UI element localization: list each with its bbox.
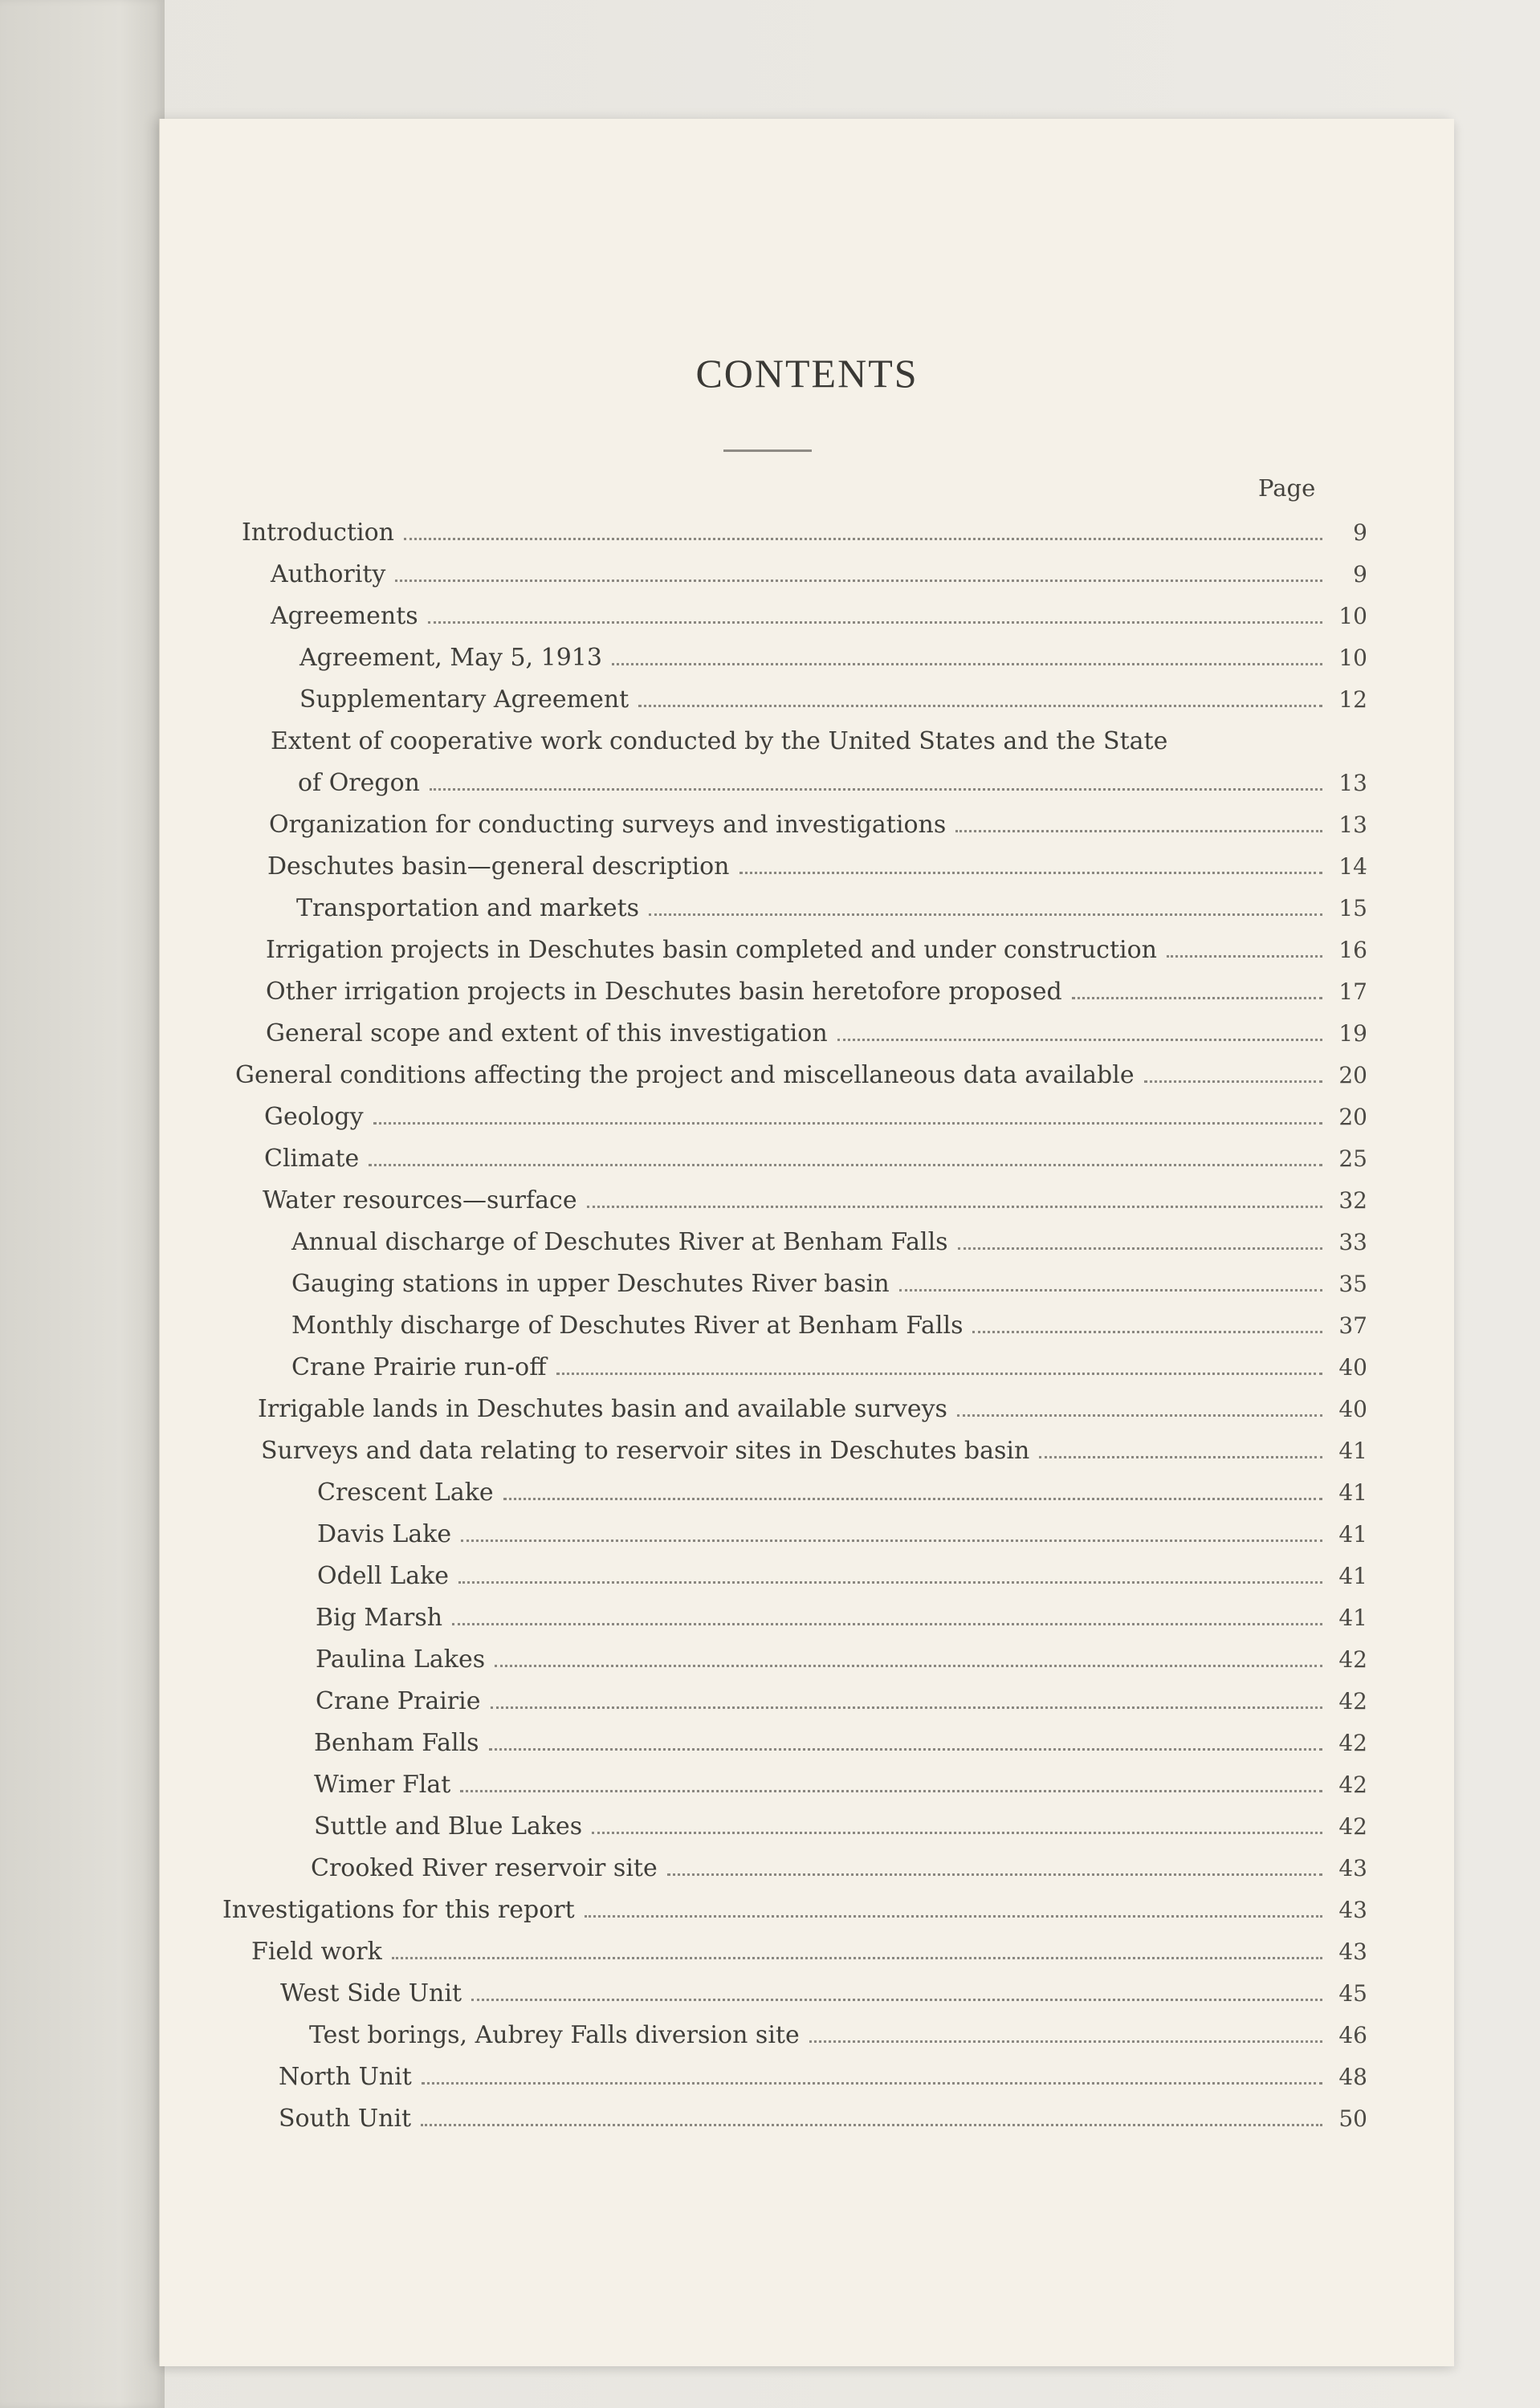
toc-entry-label: Water resources—surface <box>263 1186 577 1214</box>
dot-leader <box>957 1414 1322 1417</box>
toc-entry-label: Extent of cooperative work conducted by the United States and the State <box>271 727 1168 755</box>
toc-entry-page: 41 <box>1338 1563 1367 1589</box>
toc-entry-label: General scope and extent of this investigation <box>266 1019 828 1047</box>
dot-leader <box>585 1915 1322 1918</box>
toc-entry <box>251 1938 1367 1966</box>
toc-entry-label: Paulina Lakes <box>316 1645 486 1674</box>
dot-leader <box>404 538 1322 540</box>
toc-entry-label: Deschutes basin—general description <box>267 852 730 881</box>
toc-entry <box>258 1395 1367 1423</box>
toc-entry <box>314 1812 1367 1841</box>
toc-entry <box>279 2105 1367 2133</box>
toc-entry-label: South Unit <box>279 2105 412 2133</box>
toc-entry-page: 40 <box>1338 1354 1367 1381</box>
toc-entry-page: 20 <box>1338 1104 1367 1130</box>
toc-entry-label: Gauging stations in upper Deschutes River basin <box>291 1270 890 1298</box>
dot-leader <box>471 1999 1322 2001</box>
toc-entry <box>314 1729 1367 1757</box>
toc-entry-page: 19 <box>1338 1020 1367 1047</box>
toc-entry-page: 42 <box>1338 1771 1367 1798</box>
toc-entry-label: North Unit <box>279 2063 412 2091</box>
toc-entry <box>317 1479 1367 1507</box>
dot-leader <box>809 2040 1322 2043</box>
toc-entry-label: Transportation and markets <box>296 894 640 922</box>
toc-entry-page: 43 <box>1338 1938 1367 1965</box>
toc-entry-label: Other irrigation projects in Deschutes basin heretofore proposed <box>266 978 1062 1006</box>
toc-entry-label: Organization for conducting surveys and investigations <box>269 811 947 839</box>
toc-entry <box>296 894 1367 922</box>
toc-entry-label: Investigations for this report <box>222 1896 575 1924</box>
toc-entry <box>291 1270 1367 1298</box>
toc-entry-label: Supplementary Agreement <box>299 685 629 714</box>
dot-leader <box>369 1164 1322 1166</box>
toc-entry <box>266 1019 1367 1047</box>
toc-entry-page: 14 <box>1338 853 1367 880</box>
toc-entry-page: 10 <box>1338 603 1367 629</box>
toc-entry-page: 10 <box>1338 645 1367 671</box>
toc-entry-label: Wimer Flat <box>314 1771 451 1799</box>
dot-leader <box>458 1581 1322 1584</box>
dot-leader <box>958 1247 1322 1250</box>
toc-entry-page: 17 <box>1338 978 1367 1005</box>
page-column-header: Page <box>1258 474 1316 502</box>
toc-entry <box>235 1061 1367 1089</box>
dot-leader <box>1167 955 1322 958</box>
toc-entry-label: Monthly discharge of Deschutes River at Benham Falls <box>291 1312 964 1340</box>
dot-leader <box>739 872 1322 874</box>
toc-entry-page: 43 <box>1338 1897 1367 1923</box>
toc-entry <box>309 2021 1367 2049</box>
dot-leader <box>899 1289 1322 1291</box>
toc-entry-label: Crooked River reservoir site <box>311 1854 658 1882</box>
toc-entry-page: 41 <box>1338 1479 1367 1506</box>
toc-entry <box>291 1312 1367 1340</box>
toc-entry-label: Crane Prairie run-off <box>291 1353 547 1381</box>
toc-entry-page: 20 <box>1338 1062 1367 1088</box>
toc-entry-page: 37 <box>1338 1312 1367 1339</box>
toc-entry <box>271 602 1367 630</box>
toc-entry <box>316 1604 1367 1632</box>
toc-entry-page: 41 <box>1338 1438 1367 1464</box>
dot-leader <box>556 1373 1322 1375</box>
document-page <box>159 119 1454 2366</box>
toc-entry <box>314 1771 1367 1799</box>
toc-entry <box>263 1186 1367 1214</box>
toc-entry-page: 15 <box>1338 895 1367 921</box>
dot-leader <box>1072 997 1322 999</box>
toc-entry <box>317 1520 1367 1548</box>
toc-entry <box>316 1645 1367 1674</box>
toc-entry-page: 13 <box>1338 770 1367 796</box>
dot-leader <box>503 1498 1322 1500</box>
toc-entry-label: Irrigable lands in Deschutes basin and available surveys <box>258 1395 947 1423</box>
toc-entry-page: 42 <box>1338 1688 1367 1714</box>
dot-leader <box>373 1122 1322 1125</box>
toc-entry <box>316 1687 1367 1715</box>
toc-entry-page: 42 <box>1338 1813 1367 1840</box>
dot-leader <box>592 1832 1322 1834</box>
dot-leader <box>392 1957 1322 1959</box>
toc-entry-label: West Side Unit <box>280 1979 462 2007</box>
toc-entry-page: 16 <box>1338 937 1367 963</box>
toc-entry <box>264 1103 1367 1131</box>
toc-entry-label: Geology <box>264 1103 364 1131</box>
toc-entry-label: Crane Prairie <box>316 1687 481 1715</box>
toc-entry <box>291 1353 1367 1381</box>
dot-leader <box>837 1039 1322 1041</box>
toc-entry-page: 42 <box>1338 1730 1367 1756</box>
toc-entry <box>317 1562 1367 1590</box>
toc-entry-label: Test borings, Aubrey Falls diversion site <box>309 2021 800 2049</box>
toc-entry-page: 41 <box>1338 1605 1367 1631</box>
dot-leader <box>495 1665 1322 1667</box>
page-title: CONTENTS <box>695 351 919 396</box>
dot-leader <box>587 1206 1322 1208</box>
toc-entry-label: Authority <box>271 560 386 588</box>
toc-entry-page: 43 <box>1338 1855 1367 1881</box>
toc-entry-label: Crescent Lake <box>317 1479 494 1507</box>
toc-entry-label: General conditions affecting the project and miscellaneous data available <box>235 1061 1135 1089</box>
toc-entry-label: Suttle and Blue Lakes <box>314 1812 583 1841</box>
dot-leader <box>649 913 1322 916</box>
toc-entry <box>299 644 1367 672</box>
toc-entry <box>298 769 1367 797</box>
dot-leader <box>972 1331 1322 1333</box>
dot-leader <box>491 1706 1323 1709</box>
toc-entry-label: Surveys and data relating to reservoir sites in Deschutes basin <box>261 1437 1030 1465</box>
dot-leader <box>430 788 1322 791</box>
dot-leader <box>638 705 1322 707</box>
table-of-contents <box>160 119 1454 2366</box>
toc-entry-page: 32 <box>1338 1187 1367 1214</box>
toc-entry-label: Big Marsh <box>316 1604 443 1632</box>
dot-leader <box>955 830 1322 832</box>
toc-entry-page: 48 <box>1338 2064 1367 2090</box>
dot-leader <box>395 580 1322 582</box>
toc-entry-page: 12 <box>1338 686 1367 713</box>
toc-entry <box>271 727 1204 755</box>
toc-entry-page: 45 <box>1338 1980 1367 2007</box>
toc-entry-label: Irrigation projects in Deschutes basin completed and under construction <box>266 936 1157 964</box>
toc-entry <box>299 685 1367 714</box>
toc-entry <box>279 2063 1367 2091</box>
toc-entry-label: Odell Lake <box>317 1562 450 1590</box>
toc-entry-page: 40 <box>1338 1396 1367 1422</box>
dot-leader <box>1144 1080 1322 1083</box>
toc-entry-page: 35 <box>1338 1271 1367 1297</box>
toc-entry-page: 33 <box>1338 1229 1367 1255</box>
dot-leader <box>489 1748 1322 1751</box>
toc-entry-label: of Oregon <box>298 769 420 797</box>
toc-entry-page: 42 <box>1338 1646 1367 1673</box>
toc-entry <box>267 852 1367 881</box>
toc-entry-label: Field work <box>251 1938 382 1966</box>
toc-entry-label: Agreement, May 5, 1913 <box>299 644 602 672</box>
toc-entry-label: Benham Falls <box>314 1729 479 1757</box>
toc-entry <box>311 1854 1367 1882</box>
toc-entry-label: Introduction <box>242 519 394 547</box>
dot-leader <box>428 621 1322 624</box>
dot-leader <box>460 1790 1322 1792</box>
toc-entry <box>264 1145 1367 1173</box>
toc-entry-label: Climate <box>264 1145 360 1173</box>
toc-entry-page: 9 <box>1353 519 1367 546</box>
previous-page-edge <box>0 0 165 2408</box>
toc-entry <box>222 1896 1367 1924</box>
toc-entry <box>291 1228 1367 1256</box>
toc-entry-label: Annual discharge of Deschutes River at Benham Falls <box>291 1228 948 1256</box>
dot-leader <box>1039 1456 1322 1458</box>
toc-entry <box>261 1437 1367 1465</box>
toc-entry-page: 50 <box>1338 2105 1367 2132</box>
toc-entry <box>271 560 1367 588</box>
toc-entry-page: 13 <box>1338 811 1367 838</box>
dot-leader <box>667 1873 1322 1876</box>
toc-entry <box>280 1979 1367 2007</box>
toc-entry-page: 9 <box>1353 561 1367 588</box>
toc-entry <box>266 978 1367 1006</box>
toc-entry-page: 25 <box>1338 1145 1367 1172</box>
toc-entry <box>242 519 1367 547</box>
dot-leader <box>612 663 1322 665</box>
dot-leader <box>421 2124 1322 2126</box>
toc-entry-page: 46 <box>1338 2022 1367 2048</box>
toc-entry <box>269 811 1367 839</box>
dot-leader <box>452 1623 1322 1625</box>
toc-entry <box>266 936 1367 964</box>
toc-entry-label: Agreements <box>271 602 418 630</box>
toc-entry-page: 41 <box>1338 1521 1367 1548</box>
dot-leader <box>461 1540 1322 1542</box>
dot-leader <box>422 2082 1322 2085</box>
toc-entry-label: Davis Lake <box>317 1520 452 1548</box>
